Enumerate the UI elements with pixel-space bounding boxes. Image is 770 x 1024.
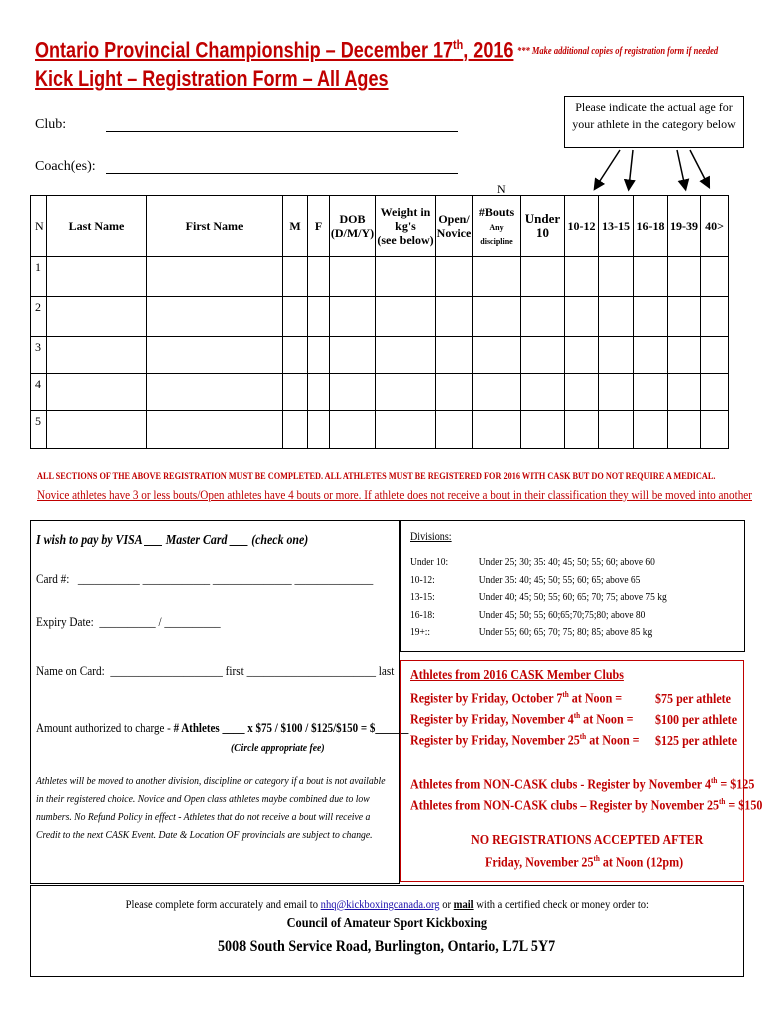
non-cask-fee-2: Athletes from NON-CASK clubs – Register by November 25th = $150 <box>410 797 763 814</box>
cell[interactable] <box>147 297 283 337</box>
divisions-box <box>400 520 745 652</box>
email-link[interactable]: nhq@kickboxingcanada.org <box>320 897 440 911</box>
name-on-card-field[interactable]: Name on Card: ____________________ first _______________________ last <box>36 664 395 678</box>
cell[interactable] <box>308 257 330 297</box>
cell[interactable] <box>330 374 376 411</box>
table-row <box>31 411 729 449</box>
cell[interactable] <box>47 411 147 449</box>
table-row <box>31 297 729 337</box>
col-f: F <box>308 196 330 257</box>
fee-row-3: Register by Friday, November 25th at Noon = <box>410 732 640 749</box>
cell[interactable] <box>283 374 308 411</box>
cell[interactable] <box>701 374 729 411</box>
cell[interactable] <box>436 257 473 297</box>
col-age-10-12: 10-12 <box>565 196 599 257</box>
n-label: N <box>497 182 506 196</box>
cell[interactable] <box>668 411 701 449</box>
cell[interactable] <box>565 257 599 297</box>
cell[interactable] <box>308 297 330 337</box>
fee-price-2: $100 per athlete <box>655 713 738 728</box>
cell[interactable] <box>599 257 634 297</box>
coach-field[interactable] <box>106 173 458 174</box>
copies-note: *** Make additional copies of registration form if needed <box>517 46 719 57</box>
cell[interactable] <box>634 337 668 374</box>
fee-row-1: Register by Friday, October 7th at Noon = <box>410 690 623 707</box>
cell[interactable] <box>521 337 565 374</box>
club-field[interactable] <box>106 131 458 132</box>
col-weight: Weight in kg's (see below) <box>376 196 436 257</box>
arrow-icon <box>596 150 620 187</box>
cell[interactable] <box>668 337 701 374</box>
cell[interactable] <box>565 411 599 449</box>
mail-text: mail <box>453 897 474 911</box>
cell[interactable] <box>668 374 701 411</box>
table-header-row <box>31 196 729 257</box>
row-number: 4 <box>31 374 47 411</box>
cell[interactable] <box>47 337 147 374</box>
cell[interactable] <box>436 411 473 449</box>
cask-members-title: Athletes from 2016 CASK Member Clubs <box>410 668 624 683</box>
col-dob: DOB (D/M/Y) <box>330 196 376 257</box>
row-number: 3 <box>31 337 47 374</box>
cell[interactable] <box>473 297 521 337</box>
col-age-16-18: 16-18 <box>634 196 668 257</box>
row-number: 5 <box>31 411 47 449</box>
cell[interactable] <box>521 374 565 411</box>
age-instruction-box: Please indicate the actual age for your athlete in the category below <box>564 96 744 148</box>
division-row: Under 10: Under 25; 30; 35: 40; 45; 50; 55; 60; above 60 10-12: Under 35: 40; 45; 50; 55; 60; 65; above 65 13-15: Under 40; 45; 50; 55; 60; 65; 70; 75; above 75 kg 16-18: Under 45; 50; 55; 60;65;70;75;80; above 80 19+:: Under 55; 60; 65; 70; 75; 80; 85; above 85 kg <box>410 556 667 638</box>
payment-box <box>30 520 409 884</box>
cell[interactable] <box>701 337 729 374</box>
name-on-card-label: Name on Card: <box>36 664 105 678</box>
submission-instructions: Please complete form accurately and email to nhq@kickboxingcanada.org or mail with a certified check or money order to: <box>125 897 649 911</box>
cell[interactable] <box>330 257 376 297</box>
row-number: 1 <box>31 257 47 297</box>
cell[interactable] <box>634 411 668 449</box>
cell[interactable] <box>436 337 473 374</box>
footer-box <box>30 885 744 977</box>
novice-open-note: Novice athletes have 3 or less bouts/Open athletes have 4 bouts or more. If athlete does not receive a bout in their classification they will be moved into another <box>37 487 752 502</box>
cell[interactable] <box>376 337 436 374</box>
cell[interactable] <box>308 411 330 449</box>
cell[interactable] <box>473 337 521 374</box>
col-n: N <box>31 196 47 257</box>
expiry-label: Expiry Date: <box>36 615 94 629</box>
cell[interactable] <box>47 297 147 337</box>
cell[interactable] <box>376 257 436 297</box>
cell[interactable] <box>634 374 668 411</box>
expiry-field[interactable]: Expiry Date: __________ / __________ <box>36 615 221 629</box>
cell[interactable] <box>701 411 729 449</box>
col-age-19-39: 19-39 <box>668 196 701 257</box>
cell[interactable] <box>599 337 634 374</box>
form-title-line2: Kick Light – Registration Form – All Ages <box>35 66 389 91</box>
form-title-line1: Ontario Provincial Championship – December 17th, 2016 <box>35 37 514 63</box>
table-row <box>31 337 729 374</box>
col-m: M <box>283 196 308 257</box>
final-deadline: Friday, November 25th at Noon (12pm) <box>485 854 684 871</box>
card-number-field[interactable]: Card #: ___________ ____________ ______________ ______________ <box>36 572 374 586</box>
col-under-10: Under 10 <box>521 196 565 257</box>
cell[interactable] <box>436 297 473 337</box>
cell[interactable] <box>565 337 599 374</box>
no-registrations-notice: NO REGISTRATIONS ACCEPTED AFTER <box>471 833 704 848</box>
cell[interactable] <box>565 297 599 337</box>
arrow-icon <box>690 150 708 185</box>
registration-warning: ALL SECTIONS OF THE ABOVE REGISTRATION MUST BE COMPLETED. ALL ATHLETES MUST BE REGISTERED FOR 2016 WITH CASK BUT DO NOT REQUIRE A MEDICAL. <box>37 472 716 482</box>
fees-box <box>400 660 763 882</box>
cell[interactable] <box>47 374 147 411</box>
table-row <box>31 374 729 411</box>
cell[interactable] <box>599 374 634 411</box>
cell[interactable] <box>668 297 701 337</box>
cell[interactable] <box>283 411 308 449</box>
cell[interactable] <box>283 337 308 374</box>
registration-table <box>30 195 729 449</box>
cell[interactable] <box>283 257 308 297</box>
cell[interactable] <box>473 411 521 449</box>
cell[interactable] <box>473 257 521 297</box>
organization-name: Council of Amateur Sport Kickboxing <box>286 916 488 931</box>
cell[interactable] <box>565 374 599 411</box>
cell[interactable] <box>521 257 565 297</box>
col-age-40: 40> <box>701 196 729 257</box>
arrow-icon <box>629 150 633 187</box>
col-first-name: First Name <box>147 196 283 257</box>
fee-row-2: Register by Friday, November 4th at Noon = <box>410 711 634 728</box>
cell[interactable] <box>147 257 283 297</box>
circle-fee-note: (Circle appropriate fee) <box>231 742 325 754</box>
cell[interactable] <box>47 257 147 297</box>
payment-method-title: I wish to pay by VISA ___ Master Card ___ (check one) <box>36 532 309 547</box>
col-age-13-15: 13-15 <box>599 196 634 257</box>
cell[interactable] <box>308 374 330 411</box>
cell[interactable] <box>147 374 283 411</box>
cell[interactable] <box>376 297 436 337</box>
cell[interactable] <box>308 337 330 374</box>
refund-policy: Athletes will be moved to another division, discipline or category if a bout is not available in their registered choice. Novice and Open class athletes maybe combined due to low numbers. No Refund Policy in effect - Athletes that do not receive a bout will receive a Credit to the next CASK Event. Date & Location OF provincials are subject to change. <box>36 775 386 841</box>
cell[interactable] <box>283 297 308 337</box>
row-number: 2 <box>31 297 47 337</box>
cell[interactable] <box>634 257 668 297</box>
cell[interactable] <box>376 374 436 411</box>
non-cask-fee-1: Athletes from NON-CASK clubs - Register by November 4th = $125 <box>410 776 755 793</box>
cell[interactable] <box>701 297 729 337</box>
organization-address: 5008 South Service Road, Burlington, Ontario, L7L 5Y7 <box>218 938 556 955</box>
fee-price-3: $125 per athlete <box>655 734 738 749</box>
amount-authorized-field[interactable]: Amount authorized to charge - # Athletes ____ x $75 / $100 / $125/$150 = $______ <box>36 721 409 735</box>
card-number-label: Card #: <box>36 572 70 586</box>
cell[interactable] <box>330 411 376 449</box>
cell[interactable] <box>634 297 668 337</box>
col-bouts: #Bouts Any discipline <box>473 196 521 257</box>
divisions-title: Divisions: <box>410 531 452 543</box>
cell[interactable] <box>599 297 634 337</box>
cell[interactable] <box>330 337 376 374</box>
cell[interactable] <box>599 411 634 449</box>
cell[interactable] <box>147 411 283 449</box>
arrow-icon <box>677 150 685 187</box>
cell[interactable] <box>701 257 729 297</box>
cell[interactable] <box>521 297 565 337</box>
col-open-novice: Open/ Novice <box>436 196 473 257</box>
cell[interactable] <box>376 411 436 449</box>
cell[interactable] <box>147 337 283 374</box>
col-last-name: Last Name <box>47 196 147 257</box>
cell[interactable] <box>473 374 521 411</box>
cell[interactable] <box>521 411 565 449</box>
fee-price-1: $75 per athlete <box>655 692 732 707</box>
club-label: Club: <box>35 117 67 132</box>
cell[interactable] <box>668 257 701 297</box>
age-arrows <box>580 145 720 195</box>
coach-label: Coach(es): <box>35 159 96 174</box>
cell[interactable] <box>330 297 376 337</box>
table-row <box>31 257 729 297</box>
cell[interactable] <box>436 374 473 411</box>
